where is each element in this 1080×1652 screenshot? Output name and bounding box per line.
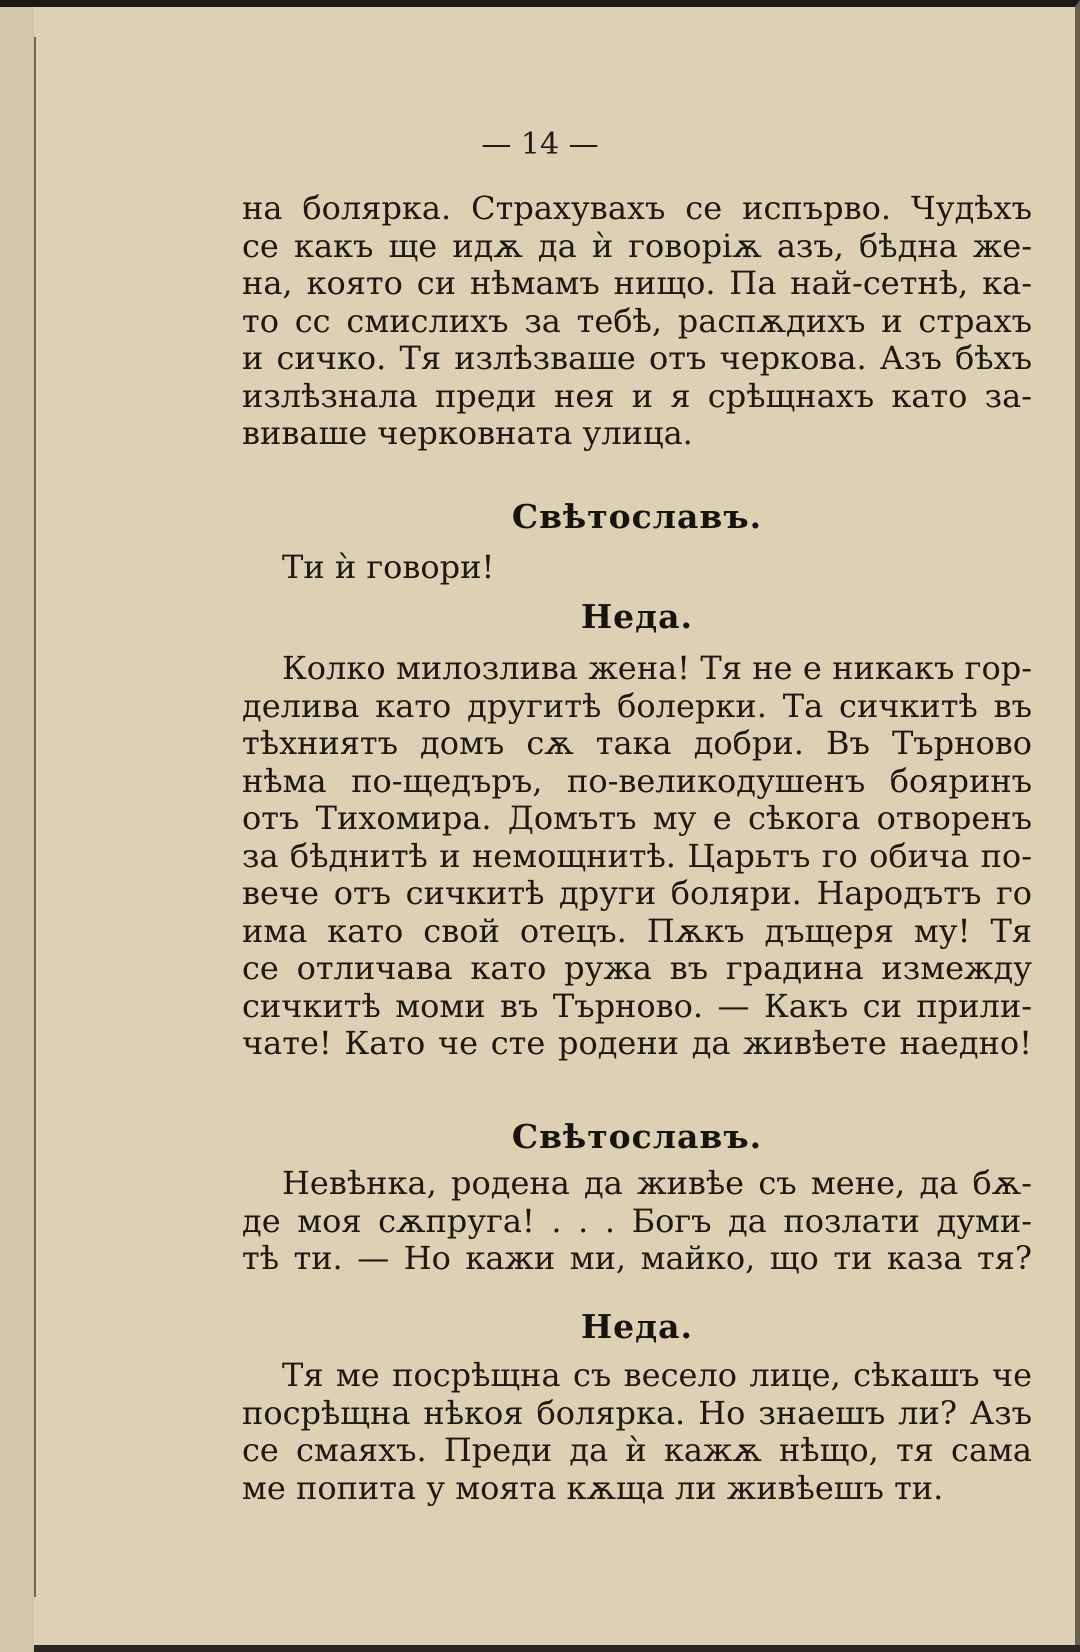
paragraph-1 — [242, 190, 1032, 453]
page-number: — 14 — — [481, 127, 599, 162]
text-line: де моя сѫпруга! . . . Богъ да позлати думи- — [242, 1201, 1032, 1240]
speaker-heading: Неда. — [580, 1307, 694, 1346]
text-line: виваше черковната улица. — [242, 414, 693, 452]
text-line: вече отъ сичкитѣ други боляри. Народътъ го — [242, 874, 1032, 912]
text-line: излѣзнала преди нея и я срѣщнахъ като за- — [242, 376, 1032, 415]
page-gutter-line — [34, 37, 36, 1597]
text-line: Колко милозлива жена! Тя не е никакъ гор- — [282, 649, 1032, 687]
paragraph-3 — [242, 650, 1032, 1063]
paragraph-5 — [242, 1357, 1032, 1507]
text-line: се смаяхъ. Преди да ѝ кажѫ нѣщо, тя сама — [242, 1431, 1032, 1469]
text-line: отъ Тихомира. Домътъ му е сѣкога отворенъ — [242, 799, 1032, 837]
text-line: тѣ ти. — Но кажи ми, майко, що ти каза тя? — [242, 1239, 1032, 1277]
text-line: делива като другитѣ болерки. Та сичкитѣ въ — [242, 686, 1032, 725]
text-line: тѣхниятъ домъ сѫ така добри. Въ Търново — [242, 724, 1032, 762]
text-line: то сс смислихъ за тебѣ, распѫдихъ и страхъ — [242, 301, 1032, 340]
text-line: има като свой отецъ. Пѫкъ дъщеря му! Тя — [242, 911, 1032, 950]
speaker-heading: Свѣтославъ. — [511, 497, 763, 536]
text-line: за бѣднитѣ и немощнитѣ. Царьтъ го обича по- — [242, 836, 1032, 875]
speaker-heading: Свѣтославъ. — [511, 1117, 763, 1156]
text-line: на, която си нѣмамъ нищо. Па най-сетнѣ, ка- — [242, 264, 1032, 302]
text-line: Ти ѝ говори! — [282, 548, 495, 586]
text-line: се какъ ще идѫ да ѝ говоріѫ азъ, бѣдна же- — [242, 226, 1032, 265]
text-line: нѣма по-щедъръ, по-великодушенъ бояринъ — [242, 761, 1032, 800]
text-line: и сичко. Тя излѣзваше отъ черкова. Азъ бѣхъ — [242, 339, 1032, 377]
gutter-shadow — [0, 7, 34, 1652]
text-line: посрѣщна нѣкоя болярка. Но знаешъ ли? Азъ — [242, 1393, 1032, 1432]
speaker-heading: Неда. — [580, 597, 694, 636]
paragraph-2 — [242, 549, 1032, 587]
paragraph-4 — [242, 1165, 1032, 1278]
text-line: на болярка. Страхувахъ се испърво. Чудѣхъ — [242, 189, 1032, 227]
text-line: ме попита у моята кѫща ли живѣешъ ти. — [242, 1468, 944, 1507]
text-line: Невѣнка, родена да живѣе съ мене, да бѫ- — [282, 1164, 1032, 1202]
text-line: се отличава като ружа въ градина измежду — [242, 949, 1032, 987]
text-line: чате! Като че сте родени да живѣете наедно! — [242, 1024, 1032, 1062]
text-line: Тя ме посрѣщна съ весело лице, сѣкашъ че — [282, 1356, 1032, 1394]
text-line: сичкитѣ моми въ Търново. — Какъ си прили- — [242, 986, 1032, 1025]
